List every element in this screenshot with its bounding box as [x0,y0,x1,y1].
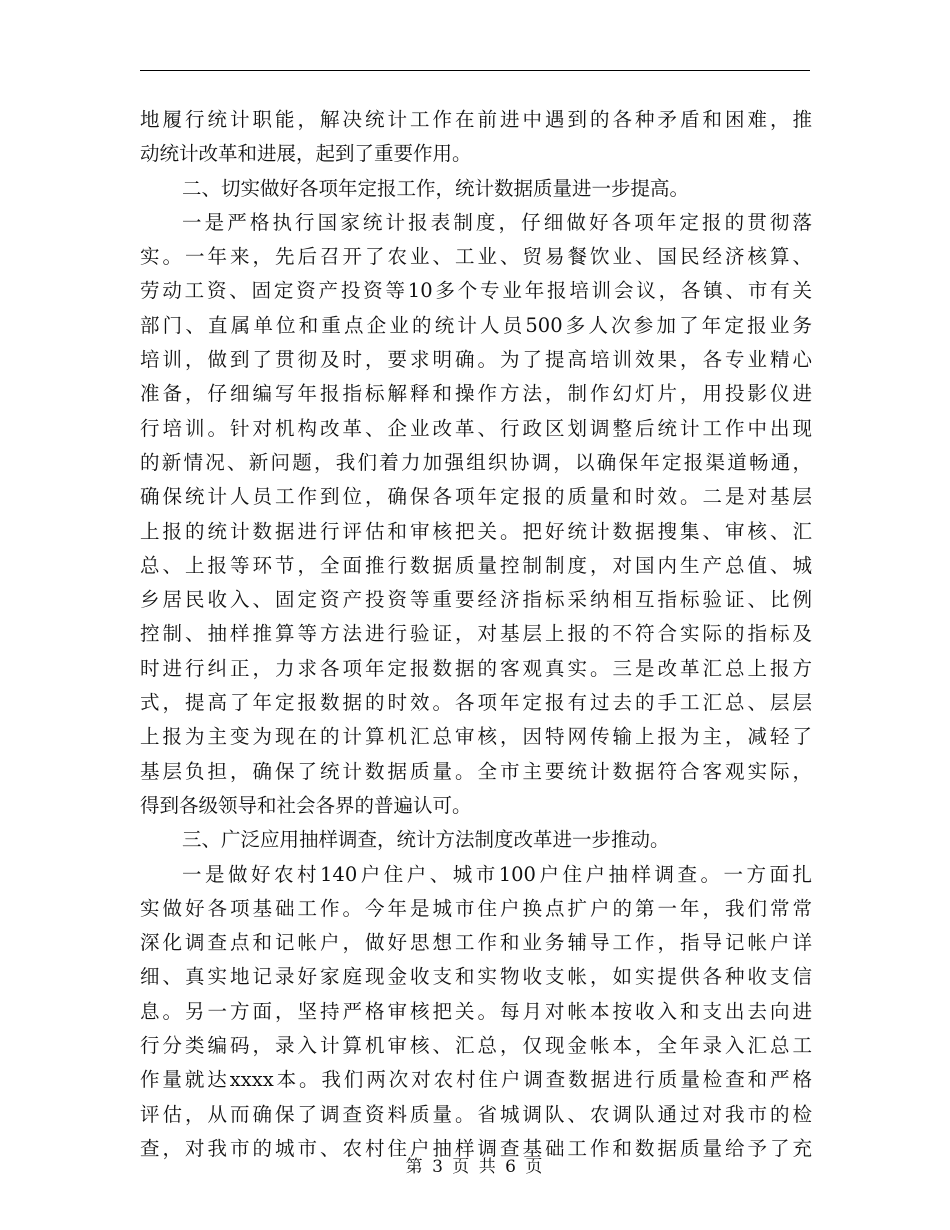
text-line: 基层负担，确保了统计数据质量。全市主要统计数据符合客观实际， [140,759,812,783]
text-line: 动统计改革和进展，起到了重要作用。 [140,142,472,166]
text-line: 乡居民收入、固定资产投资等重要经济指标采纳相互指标验证、比例 [140,588,812,612]
text-line: 培训，做到了贯彻及时，要求明确。为了提高培训效果，各专业精心 [140,348,812,372]
text-line: 行分类编码，录入计算机审核、汇总，仅现金帐本，全年录入汇总工 [140,1034,812,1058]
text-line: 得到各级领导和社会各界的普遍认可。 [140,793,472,817]
text-line: 评估，从而确保了调查资料质量。省城调队、农调队通过对我市的检 [140,1102,812,1126]
text-line: 息。另一方面，坚持严格审核把关。每月对帐本按收入和支出去向进 [140,999,812,1023]
text-line: 地履行统计职能，解决统计工作在前进中遇到的各种矛盾和困难，推 [140,108,812,131]
header-rule [140,70,810,71]
text-line: 实。一年来，先后召开了农业、工业、贸易餐饮业、国民经济核算、 [140,245,812,269]
text-line: 的新情况、新问题，我们着力加强组织协调，以确保年定报渠道畅通， [140,450,812,474]
text-line: 劳动工资、固定资产投资等10多个专业年报培训会议，各镇、市有关 [140,279,812,303]
text-line: 式，提高了年定报数据的时效。各项年定报有过去的手工汇总、层层 [140,691,812,715]
body-text [140,103,812,1166]
text-line: 控制、抽样推算等方法进行验证，对基层上报的不符合实际的指标及 [140,622,812,646]
text-line: 上报的统计数据进行评估和审核把关。把好统计数据搜集、审核、汇 [140,519,812,543]
text-line: 查，对我市的城市、农村住户抽样调查基础工作和数据质量给予了充 [140,1136,812,1160]
text-line: 深化调查点和记帐户，做好思想工作和业务辅导工作，指导记帐户详 [140,931,812,955]
text-line: 上报为主变为现在的计算机汇总审核，因特网传输上报为主，减轻了 [140,725,812,749]
text-line: 三、广泛应用抽样调查，统计方法制度改革进一步推动。 [182,828,670,852]
text-line: 总、上报等环节，全面推行数据质量控制制度，对国内生产总值、城 [140,553,812,577]
text-line: 确保统计人员工作到位，确保各项年定报的质量和时效。二是对基层 [140,485,812,509]
page-footer: 第 3 页 共 6 页 [405,1157,545,1177]
text-line: 作量就达xxxx本。我们两次对农村住户调查数据进行质量检查和严格 [140,1068,812,1092]
text-line: 行培训。针对机构改革、企业改革、行政区划调整后统计工作中出现 [140,416,812,440]
text-line: 准备，仔细编写年报指标解释和操作方法，制作幻灯片，用投影仪进 [140,382,812,406]
text-line: 时进行纠正，力求各项年定报数据的客观真实。三是改革汇总上报方 [140,656,812,680]
text-line: 实做好各项基础工作。今年是城市住户换点扩户的第一年，我们常常 [140,896,812,920]
text-line: 一是做好农村140户住户、城市100户住户抽样调查。一方面扎 [182,862,812,886]
text-line: 二、切实做好各项年定报工作，统计数据质量进一步提高。 [182,176,690,200]
text-line: 细、真实地记录好家庭现金收支和实物收支帐，如实提供各种收支信 [140,965,812,989]
text-line: 部门、直属单位和重点企业的统计人员500多人次参加了年定报业务 [140,313,812,337]
text-line: 一是严格执行国家统计报表制度，仔细做好各项年定报的贯彻落 [182,210,812,234]
